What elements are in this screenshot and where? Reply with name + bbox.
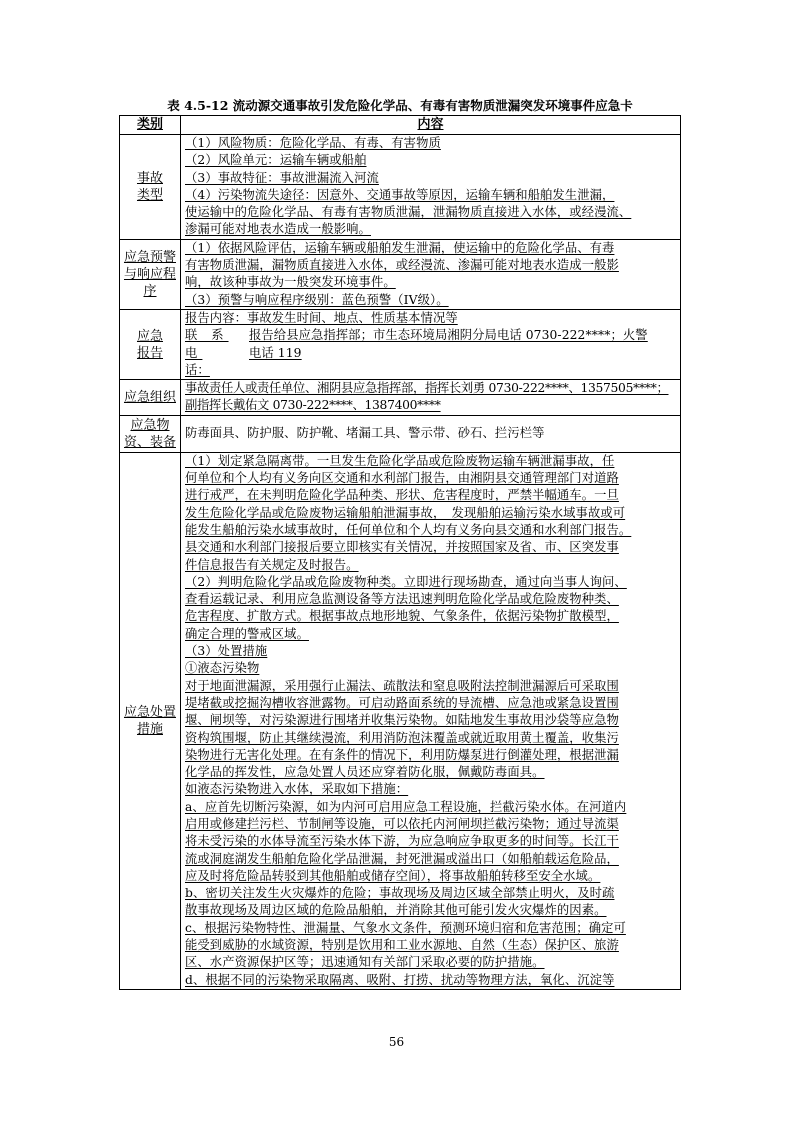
content-line: 渗漏可能对地表水造成一般影响。 <box>185 222 371 237</box>
row-content <box>181 452 681 989</box>
table-row <box>120 135 681 240</box>
row-content <box>181 415 681 452</box>
content-line: 资构筑围堰，防止其继续漫流，利用消防泡沫覆盖或就近取用黄土覆盖，收集污 <box>185 730 619 745</box>
header-category <box>120 116 181 135</box>
content-line: 如液态污染物进入水体，采取如下措施： <box>185 782 409 797</box>
table-title: 表 4.5-12 流动源交通事故引发危险化学品、有毒有害物质泄漏突发环境事件应急卡 <box>167 98 633 113</box>
header-content-label: 内容 <box>417 117 444 132</box>
content-line: c、根据污染物特性、泄漏量、气象水文条件，预测环境归宿和危害范围；确定可 <box>185 920 626 935</box>
content-line: 防毒面具、防护服、防护靴、堵漏工具、警示带、砂石、拦污栏等 <box>185 426 545 441</box>
content-line: 报告内容：事故发生时间、地点、性质基本情况等 <box>185 310 458 325</box>
content-line: 化学品的挥发性，应急处置人员还应穿着防化服，佩戴防毒面具。 <box>185 765 545 780</box>
content-line: 将未受污染的水体导流至污染水体下游，为应急响应争取更多的时间等。长江干 <box>185 834 619 849</box>
content-line: 区、水产资源保护区等；迅速通知有关部门采取必要的防护措施。 <box>185 955 545 970</box>
content-line: （2）风险单元：运输车辆或船舶 <box>185 153 367 168</box>
category-line: 应急组织 <box>123 389 176 405</box>
category-line: 序 <box>143 283 157 299</box>
content-line: 应及时将危险品转驳到其他船舶或储存空间），将事故船舶转移至安全水域。 <box>185 868 601 883</box>
content-line: （1）风险物质：危险化学品、有毒、有害物质 <box>185 136 441 150</box>
content-line: 堰、闸坝等，对污染源进行围堵并收集污染物。如陆地发生事故用沙袋等应急物 <box>185 713 619 728</box>
category-line: 应急 <box>136 328 163 344</box>
emergency-card-table <box>119 115 681 990</box>
row-content <box>181 239 681 309</box>
category-line: 与响应程 <box>123 266 176 282</box>
content-line: （1）依据风险评估，运输车辆或船舶发生泄漏，使运输中的危险化学品、有毒 <box>185 240 615 255</box>
content-line: 副指挥长戴佑文 0730-222****、1387400**** <box>185 398 441 413</box>
content-line: 事故责任人或责任单位、湘阴县应急指挥部，指挥长刘勇 0730-222****、1357505****； <box>185 381 669 396</box>
content-line: 危害程度、扩散方式。根据事故点地形地貌、气象条件，依据污染物扩散模型， <box>185 609 619 624</box>
content-line: 堤堵截或挖掘沟槽收容泄露物。可启动路面系统的导流槽、应急池或紧急设置围 <box>185 695 619 710</box>
content-line: 对于地面泄漏源，采用强行止漏法、疏散法和窒息吸附法控制泄漏源后可采取围 <box>185 678 619 693</box>
row-category <box>120 135 181 240</box>
content-line: 联 系 电 <box>185 328 229 360</box>
content-line: 使运输中的危险化学品、有毒有害物质泄漏，泄漏物质直接进入水体，或经漫流、 <box>185 205 632 220</box>
content-line: 何单位和个人均有义务向区交通和水利部门报告，由湘阴县交通管理部门对道路 <box>185 471 619 486</box>
content-line: b、密切关注发生火灾爆炸的危险；事故现场及周边区域全部禁止明火，及时疏 <box>185 886 615 901</box>
content-line: 话： <box>185 362 210 377</box>
content-line: 流或洞庭湖发生船舶危险化学品泄漏，封死泄漏或溢出口（如船舶载运危险品， <box>185 851 619 866</box>
contact-value <box>249 327 676 379</box>
content-line: （2）判明危险化学品或危险废物种类。立即进行现场勘查，通过向当事人询问、 <box>185 574 627 589</box>
row-content <box>181 380 681 416</box>
content-line: （3）处置措施 <box>185 644 268 659</box>
category-line: 措施 <box>136 721 163 737</box>
row-content <box>181 135 681 240</box>
content-line: 确定合理的警戒区域。 <box>185 626 309 641</box>
category-line: 应急处置 <box>123 704 176 720</box>
content-line: 能受到威胁的水域资源，特别是饮用和工业水源地、自然（生态）保护区、旅游 <box>185 938 619 953</box>
content-line: 县交通和水利部门接报后要立即核实有关情况，并按照国家及省、市、区突发事 <box>185 540 619 555</box>
content-line: a、应首先切断污染源，如为内河可启用应急工程设施，拦截污染水体。在河道内 <box>185 799 627 814</box>
content-line: 报告给县应急指挥部；市生态环境局湘阴分局电话 0730-222****；火警 <box>249 328 648 343</box>
content-line: 发生危险化学品或危险废物运输船舶泄漏事故， 发现船舶运输污染水域事故或可 <box>185 505 626 520</box>
table-header-row <box>120 116 681 135</box>
content-line: 件信息报告有关规定及时报告。 <box>185 557 359 572</box>
content-line: （3）预警与响应程序级别：蓝色预警（IV级）。 <box>185 292 449 307</box>
category-line: 应急物 <box>130 417 170 433</box>
content-line: （4）污染物流失途径：因意外、交通事故等原因，运输车辆和船舶发生泄漏， <box>185 187 615 202</box>
row-category <box>120 239 181 309</box>
content-line: d、根据不同的污染物采取隔离、吸附、打捞、扰动等物理方法，氧化、沉淀等 <box>185 972 615 987</box>
contact-label <box>185 327 249 379</box>
content-line: 散事故现场及周边区域的危险品船舶，并消除其他可能引发火灾爆炸的因素。 <box>185 903 607 918</box>
header-category-label: 类别 <box>136 117 163 132</box>
category-line: 应急预警 <box>123 249 176 265</box>
category-line: 事故 <box>136 170 163 186</box>
content-line: 有害物质泄漏，漏物质直接进入水体，或经漫流、渗漏可能对地表水造成一般影 <box>185 258 619 273</box>
content-line: 查看运载记录、利用应急监测设备等方法迅速判明危险化学品或危险废物种类、 <box>185 592 619 607</box>
content-line: 进行戒严，在未判明危险化学品种类、形状、危害程度时，严禁半幅通车。一旦 <box>185 488 619 503</box>
content-line: 启用或修建拦污栏、节制闸等设施，可以依托内河闸坝拦截污染物；通过导流渠 <box>185 816 619 831</box>
table-row <box>120 415 681 452</box>
header-content <box>181 116 681 135</box>
table-row <box>120 380 681 416</box>
table-row <box>120 239 681 309</box>
category-line: 报告 <box>136 345 163 361</box>
content-line: 能发生船舶污染水域事故时，任何单位和个人均有义务向县交通和水利部门报告。 <box>185 522 632 537</box>
content-line: （1）划定紧急隔离带。一旦发生危险化学品或危险废物运输车辆泄漏事故，任 <box>185 453 615 468</box>
row-category <box>120 452 181 989</box>
table-row <box>120 309 681 379</box>
content-line: （3）事故特征：事故泄漏流入河流 <box>185 170 379 185</box>
content-line: ①液态污染物 <box>185 661 260 676</box>
row-category <box>120 380 181 416</box>
content-line: 响，故该种事故为一般突发环境事件。 <box>185 275 396 290</box>
row-content <box>181 309 681 379</box>
table-row <box>120 452 681 989</box>
category-line: 资、装备 <box>123 434 176 450</box>
contact-block <box>185 327 676 379</box>
category-line: 类型 <box>136 187 163 203</box>
row-category <box>120 309 181 379</box>
row-category <box>120 415 181 452</box>
content-line: 染物进行无害化处理。在有条件的情况下，利用防爆泵进行倒灌处理，根据泄漏 <box>185 747 619 762</box>
content-line: 电话 119 <box>249 345 302 360</box>
page-number: 56 <box>388 1035 405 1049</box>
